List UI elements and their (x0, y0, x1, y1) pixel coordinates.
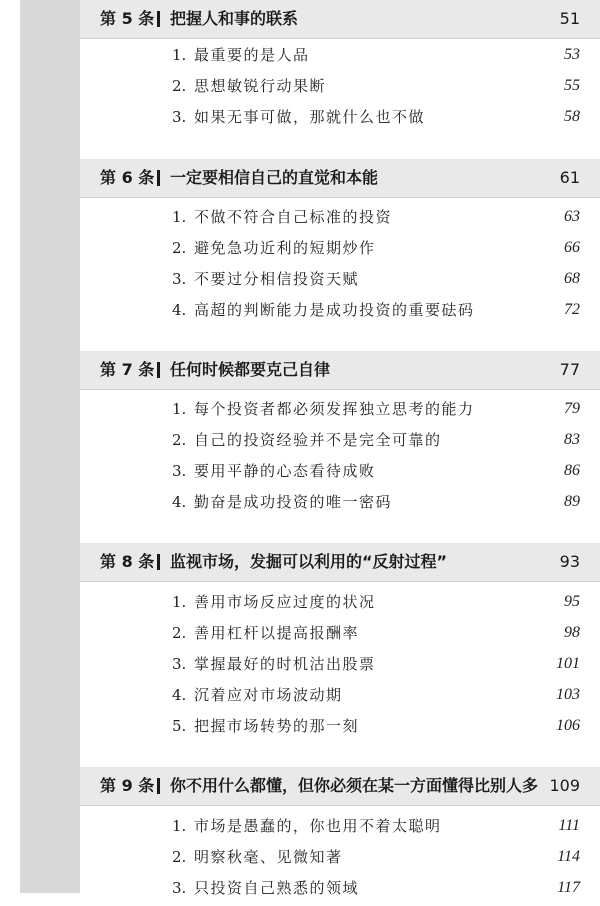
toc-entry[interactable] (80, 71, 600, 101)
entry-title: 如果无事可做，那就什么也不做 (194, 108, 426, 126)
chapter-heading[interactable] (80, 543, 600, 582)
toc-entry[interactable] (80, 680, 600, 710)
entry-index: 1. (172, 400, 187, 418)
entry-page-number: 98 (564, 624, 580, 641)
chapter-divider-bar (157, 362, 160, 378)
toc-entry[interactable] (80, 233, 600, 263)
entry-index: 5. (172, 717, 187, 735)
chapter-page-number: 51 (559, 9, 580, 28)
chapter-divider-bar (157, 170, 160, 186)
toc-entry[interactable] (80, 425, 600, 455)
chapter-title: 监视市场，发掘可以利用的“反射过程” (170, 552, 448, 571)
entry-index: 1. (172, 46, 187, 64)
chapter-page-number: 77 (559, 360, 580, 379)
entry-page-number: 66 (564, 239, 580, 256)
entry-page-number: 106 (556, 717, 580, 734)
entry-title: 不做不符合自己标准的投资 (194, 208, 393, 226)
entry-page-number: 89 (564, 493, 580, 510)
chapter-heading[interactable] (80, 0, 600, 39)
chapter-divider-bar (157, 778, 160, 794)
entry-index: 4. (172, 493, 187, 511)
entry-page-number: 79 (564, 400, 580, 417)
entry-title: 自己的投资经验并不是完全可靠的 (194, 431, 442, 449)
page-side-strip (20, 0, 80, 893)
entry-index: 3. (172, 655, 187, 673)
entry-title: 高超的判断能力是成功投资的重要砝码 (194, 301, 475, 319)
entry-title: 勤奋是成功投资的唯一密码 (194, 493, 393, 511)
entry-title: 避免急功近利的短期炒作 (194, 239, 376, 257)
entry-title: 思想敏锐行动果断 (194, 77, 327, 95)
toc-entry[interactable] (80, 649, 600, 679)
toc-entry[interactable] (80, 587, 600, 617)
entry-page-number: 63 (564, 208, 580, 225)
entry-title: 每个投资者都必须发挥独立思考的能力 (194, 400, 475, 418)
chapter-page-number: 93 (559, 552, 580, 571)
toc-entry[interactable] (80, 202, 600, 232)
entry-page-number: 72 (564, 301, 580, 318)
entry-page-number: 55 (564, 77, 580, 94)
entry-index: 2. (172, 848, 187, 866)
chapter-number: 第 5 条 (100, 9, 155, 28)
entry-index: 2. (172, 624, 187, 642)
toc-entry[interactable] (80, 40, 600, 70)
toc-entry[interactable] (80, 618, 600, 648)
chapter-heading[interactable] (80, 351, 600, 390)
chapter-title: 你不用什么都懂，但你必须在某一方面懂得比别人多 (170, 776, 539, 795)
entry-title: 掌握最好的时机沽出股票 (194, 655, 376, 673)
entry-page-number: 86 (564, 462, 580, 479)
table-of-contents (80, 0, 600, 906)
toc-entry[interactable] (80, 873, 600, 903)
entry-page-number: 101 (556, 655, 580, 672)
toc-entry[interactable] (80, 295, 600, 325)
entry-page-number: 53 (564, 46, 580, 63)
entry-page-number: 114 (557, 848, 580, 865)
toc-entry[interactable] (80, 456, 600, 486)
entry-index: 3. (172, 108, 187, 126)
entry-index: 3. (172, 270, 187, 288)
toc-entry[interactable] (80, 487, 600, 517)
chapter-title: 一定要相信自己的直觉和本能 (170, 168, 379, 187)
entry-page-number: 111 (558, 817, 580, 834)
entry-index: 1. (172, 593, 187, 611)
entry-index: 2. (172, 77, 187, 95)
chapter-number: 第 9 条 (100, 776, 155, 795)
entry-index: 2. (172, 239, 187, 257)
entry-index: 3. (172, 462, 187, 480)
entry-index: 4. (172, 686, 187, 704)
entry-page-number: 68 (564, 270, 580, 287)
entry-title: 善用市场反应过度的状况 (194, 593, 376, 611)
chapter-page-number: 61 (559, 168, 580, 187)
entry-page-number: 103 (556, 686, 580, 703)
chapter-divider-bar (157, 554, 160, 570)
toc-entry[interactable] (80, 811, 600, 841)
chapter-title: 任何时候都要克己自律 (170, 360, 331, 379)
toc-entry[interactable] (80, 102, 600, 132)
toc-entry[interactable] (80, 842, 600, 872)
entry-page-number: 83 (564, 431, 580, 448)
entry-title: 最重要的是人品 (194, 46, 310, 64)
entry-title: 不要过分相信投资天赋 (194, 270, 360, 288)
chapter-title: 把握人和事的联系 (170, 9, 299, 28)
chapter-heading[interactable] (80, 159, 600, 198)
entry-title: 只投资自己熟悉的领域 (194, 879, 360, 897)
entry-title: 明察秋毫、见微知著 (194, 848, 343, 866)
entry-index: 4. (172, 301, 187, 319)
chapter-page-number: 109 (549, 776, 580, 795)
entry-title: 市场是愚蠢的，你也用不着太聪明 (194, 817, 442, 835)
entry-title: 沉着应对市场波动期 (194, 686, 343, 704)
entry-title: 把握市场转势的那一刻 (194, 717, 360, 735)
chapter-heading[interactable] (80, 767, 600, 806)
entry-index: 3. (172, 879, 187, 897)
chapter-divider-bar (157, 11, 160, 27)
entry-page-number: 95 (564, 593, 580, 610)
toc-entry[interactable] (80, 394, 600, 424)
entry-index: 2. (172, 431, 187, 449)
entry-title: 善用杠杆以提高报酬率 (194, 624, 360, 642)
entry-page-number: 117 (557, 879, 580, 896)
entry-page-number: 58 (564, 108, 580, 125)
entry-index: 1. (172, 208, 187, 226)
chapter-number: 第 7 条 (100, 360, 155, 379)
toc-entry[interactable] (80, 264, 600, 294)
toc-entry[interactable] (80, 711, 600, 741)
entry-index: 1. (172, 817, 187, 835)
entry-title: 要用平静的心态看待成败 (194, 462, 376, 480)
chapter-number: 第 8 条 (100, 552, 155, 571)
chapter-number: 第 6 条 (100, 168, 155, 187)
